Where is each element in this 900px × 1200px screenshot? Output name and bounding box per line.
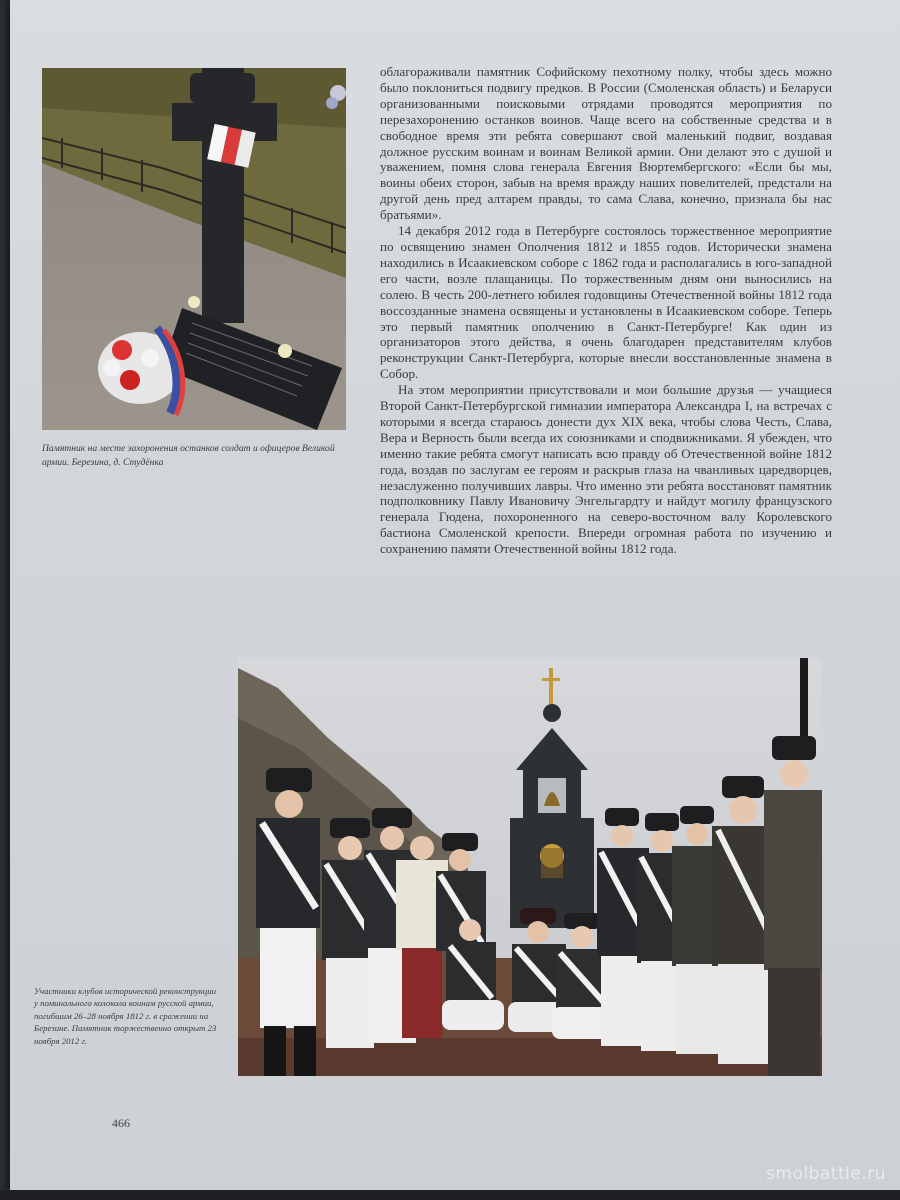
reenactors-photo	[238, 658, 822, 1076]
background-edge	[0, 1190, 900, 1200]
watermark: smolbattle.ru	[766, 1164, 886, 1184]
article-body	[380, 64, 832, 557]
article-paragraph: 14 декабря 2012 года в Петербурге состоялось торжественное мероприятие по освящению знамен Ополчения 1812 и 1855 годов. Исторически знамена находились в Исаакиевском соборе с 1862 года и располагались в юго-западной его части, возле плащаницы. По торжественным дням они выносились на солею. В честь 200-летнего юбилея годовщины Отечественной войны 1812 года воссозданные знамена освящены и установлены в Исаакиевском соборе. Теперь это первый памятник ополчению в Санкт-Петербурге! Как один из организаторов этого действа, я очень благодарен представителям клубов реконструкции Санкт-Петербурга, которые внесли восстановленные знамена в Собор.	[380, 223, 832, 382]
article-paragraph: облагораживали памятник Софийскому пехотному полку, чтобы здесь можно было поклониться подвигу предков. В России (Смоленская область) и Беларуси организованными поисковыми отрядами проводятся мероприятия по перезахоронению останков воинов. Чаще всего на собственные средства и в свободное время эти ребята совершают свой маленький подвиг, воздавая должное русским воинам и воинам Великой армии. Они делают это с душой и уважением, помня слова генерала Евгения Вюртембергского: «Если бы мы, воины обеих сторон, забыв на время вражду наших повелителей, предстали на другой день пред алтарем правды, то сама Слава, конечно, признала бы нас братьями».	[380, 64, 832, 223]
memorial-cross-photo	[42, 68, 346, 430]
article-paragraph: На этом мероприятии присутствовали и мои большие друзья — учащиеся Второй Санкт-Петербургской гимназии императора Александра I, на встречах с которыми я всегда стараюсь донести дух XIX века, чтобы слова Честь, Слава, Вера и Верность были всегда их союзниками и сподвижниками. Я убежден, что именно такие ребята смогут написать всю правду об Отечественной войне 1812 года, воздав по заслугам ее героям и раскрыв глаза на чванливых царедворцев, незаслуженно получивших лавры. Что именно эти ребята восстановят памятник подполковнику Павлу Ивановичу Энгельгардту и найдут могилу французского генерала Гюдена, похороненного на северо-восточном валу Королевского бастиона Смоленской крепости. Впереди огромная работа по изучению и сохранению памяти Отечественной войны 1812 года.	[380, 382, 832, 557]
page-number: 466	[112, 1116, 130, 1130]
caption-top: Памятник на месте захоронения останков солдат и офицеров Великой армии. Березина, д. Студёнка	[42, 443, 335, 468]
book-page	[10, 0, 900, 1190]
reenactors-image	[238, 658, 822, 1076]
memorial-cross-image	[42, 68, 346, 430]
caption-bottom: Участники клубов исторической реконструкции у поминального колокола воинам русской армии, погибшим 26–28 ноября 1812 г. в сражении на Березине. Памятник торжественно открыт 23 ноября 2012 г.	[34, 986, 217, 1046]
